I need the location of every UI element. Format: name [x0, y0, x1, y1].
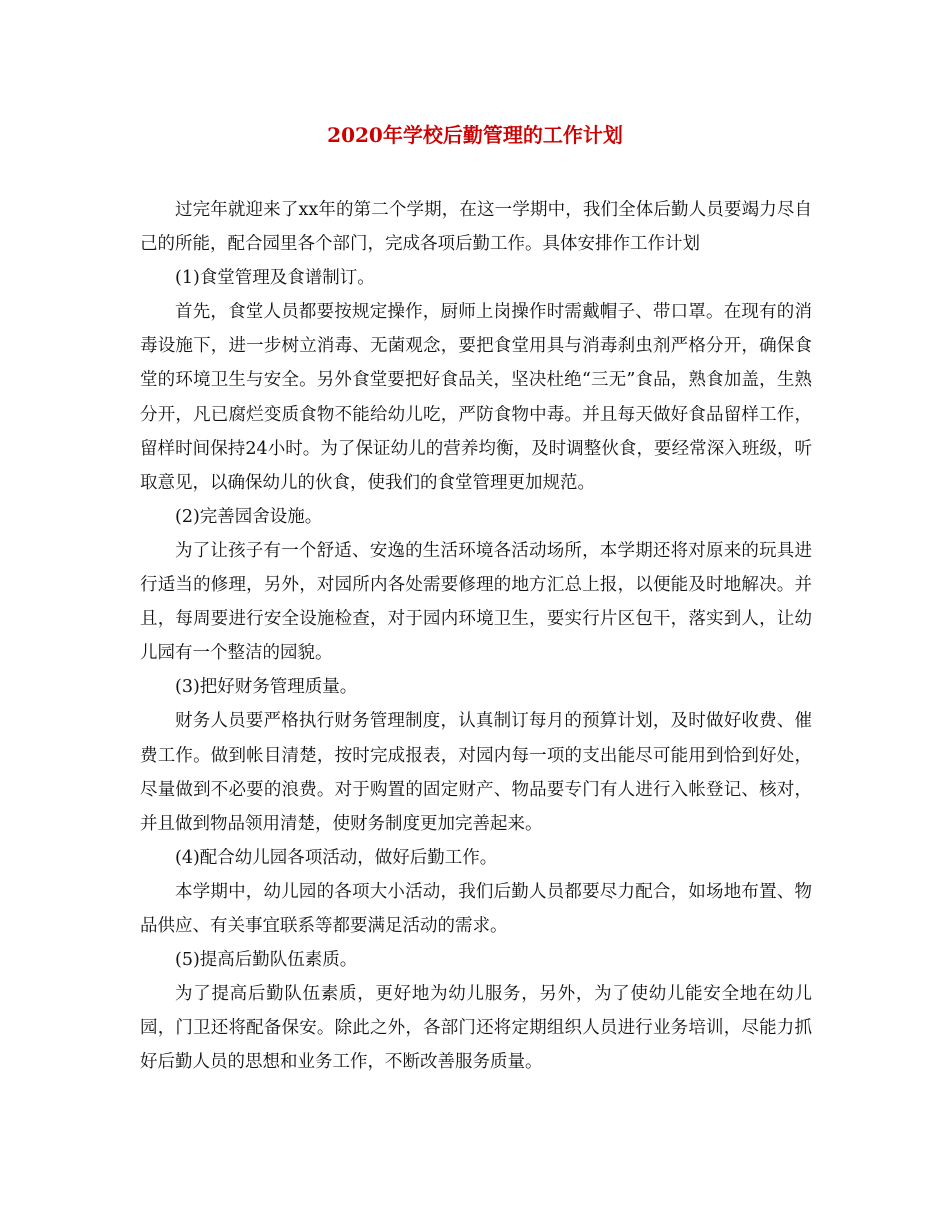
activities-paragraph: 本学期中，幼儿园的各项大小活动，我们后勤人员都要尽力配合，如场地布置、物品供应、有关事宜联系等都要满足活动的需求。 [140, 881, 812, 936]
section-heading-activities: (4)配合幼儿园各项活动，做好后勤工作。 [175, 847, 498, 868]
section-heading-staff: (5)提高后勤队伍素质。 [175, 950, 358, 971]
section-heading-facilities: (2)完善园舍设施。 [175, 506, 323, 527]
finance-paragraph: 财务人员要严格执行财务管理制度，认真制订每月的预算计划，及时做好收费、催费工作。做到帐目清楚，按时完成报表，对园内每一项的支出能尽可能用到恰到好处，尽量做到不必要的浪费。对于购置的固定财产、物品要专门有人进行入帐登记、核对，并且做到物品领用清楚，使财务制度更加完善起来。 [140, 711, 812, 834]
canteen-paragraph: 首先，食堂人员都要按规定操作，厨师上岗操作时需戴帽子、带口罩。在现有的消毒设施下，进一步树立消毒、无菌观念，要把食堂用具与消毒刹虫剂严格分开，确保食堂的环境卫生与安全。另外食堂要把好食品关，坚决杜绝“三无”食品，熟食加盖，生熟分开，凡已腐烂变质食物不能给幼儿吃，严防食物中毒。并且每天做好食品留样工作，留样时间保持24小时。为了保证幼儿的营养均衡，及时调整伙食，要经常深入班级，听取意见，以确保幼儿的伙食，使我们的食堂管理更加规范。 [140, 302, 812, 493]
staff-paragraph: 为了提高后勤队伍素质，更好地为幼儿服务，另外，为了使幼儿能安全地在幼儿园，门卫还将配备保安。除此之外，各部门还将定期组织人员进行业务培训，尽能力抓好后勤人员的思想和业务工作，不断改善服务质量。 [140, 984, 812, 1073]
facilities-paragraph: 为了让孩子有一个舒适、安逸的生活环境各活动场所，本学期还将对原来的玩具进行适当的修理，另外，对园所内各处需要修理的地方汇总上报，以便能及时地解决。并且，每周要进行安全设施检查，对于园内环境卫生，要实行片区包干，落实到人，让幼儿园有一个整洁的园貌。 [140, 540, 812, 664]
intro-paragraph: 过完年就迎来了xx年的第二个学期，在这一学期中，我们全体后勤人员要竭力尽自己的所能，配合园里各个部门，完成各项后勤工作。具体安排作工作计划 [140, 200, 812, 255]
document-body [140, 193, 812, 1079]
section-heading-canteen: (1)食堂管理及食谱制订。 [175, 268, 375, 289]
section-heading-finance: (3)把好财务管理质量。 [175, 677, 358, 698]
document-title: 2020年学校后勤管理的工作计划 [327, 123, 623, 147]
